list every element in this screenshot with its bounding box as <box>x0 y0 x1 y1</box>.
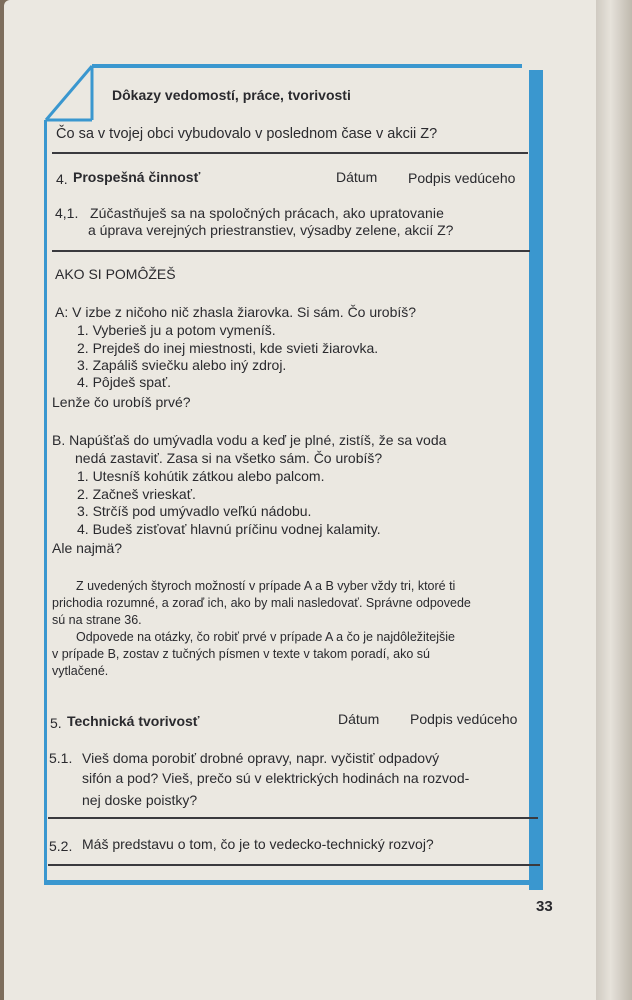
case-b-line2: nedá zastaviť. Zasa si na všetko sám. Čo urobíš? <box>75 450 383 466</box>
note-p2-line1: Odpovede na otázky, čo robiť prvé v prípade A a čo je najdôležitejšie <box>76 630 455 644</box>
q51-line1: Vieš doma porobiť drobné opravy, napr. vyčistiť odpadový <box>82 750 440 766</box>
case-a-item: 1. Vyberieš ju a potom vymeníš. <box>77 322 276 338</box>
section-4-sign: Podpis vedúceho <box>408 170 516 186</box>
case-a-item: 3. Zapáliš sviečku alebo iný zdroj. <box>77 357 287 373</box>
answer-line <box>52 250 530 252</box>
section-5-number: 5. <box>50 715 62 731</box>
case-a-item: 4. Pôjdeš spať. <box>77 374 171 390</box>
page-number: 33 <box>536 898 553 915</box>
q51-line2: sifón a pod? Vieš, prečo sú v elektrických hodinách na rozvod- <box>82 770 470 786</box>
frame-top <box>92 64 522 68</box>
case-b-end: Ale najmä? <box>52 540 123 556</box>
q41-line1: Zúčastňuješ sa na spoločných prácach, ako upratovanie <box>90 205 444 221</box>
q51-line3: nej doske poistky? <box>82 792 198 808</box>
section-title: Dôkazy vedomostí, práce, tvorivosti <box>112 87 351 103</box>
frame-corner <box>44 64 104 124</box>
section-5-sign: Podpis vedúceho <box>410 711 518 727</box>
section-4-title: Prospešná činnosť <box>73 169 201 185</box>
page-edge <box>596 0 632 1000</box>
section-5-title: Technická tvorivosť <box>67 713 200 729</box>
case-a-end: Lenže čo urobíš prvé? <box>52 394 191 410</box>
case-a-question: A: V izbe z ničoho nič zhasla žiarovka. Si sám. Čo urobíš? <box>55 304 417 320</box>
frame-right <box>529 70 543 890</box>
answer-line <box>48 817 538 819</box>
frame-bottom <box>44 880 539 885</box>
section-4-number: 4. <box>56 171 68 187</box>
case-b-item: 4. Budeš zisťovať hlavnú príčinu vodnej kalamity. <box>77 521 381 537</box>
note-p1-line1: Z uvedených štyroch možností v prípade A a B vyber vždy tri, ktoré ti <box>76 579 456 593</box>
answer-line <box>52 152 528 154</box>
note-p1-line3: sú na strane 36. <box>52 613 142 627</box>
q52-number: 5.2. <box>49 838 73 854</box>
q41-number: 4,1. <box>55 205 79 221</box>
case-b-line1: B. Napúšťaš do umývadla vodu a keď je plné, zistíš, že sa voda <box>52 432 447 448</box>
ako-title: AKO SI POMÔŽEŠ <box>55 266 176 282</box>
question-obec: Čo sa v tvojej obci vybudovalo v poslednom čase v akcii Z? <box>56 126 438 142</box>
note-p1-line2: prichodia rozumné, a zoraď ich, ako by mali nasledovať. Správne odpovede <box>52 596 471 610</box>
section-5-date: Dátum <box>338 711 380 727</box>
case-a-item: 2. Prejdeš do inej miestnosti, kde svieti žiarovka. <box>77 340 379 356</box>
note-p2-line3: vytlačené. <box>52 664 109 678</box>
case-b-item: 3. Strčíš pod umývadlo veľkú nádobu. <box>77 503 312 519</box>
q41-line2: a úprava verejných priestranstiev, výsadby zelene, akcií Z? <box>88 222 454 238</box>
answer-line <box>48 864 540 866</box>
section-4-date: Dátum <box>336 169 378 185</box>
frame-left <box>44 120 47 882</box>
case-b-item: 2. Začneš vrieskať. <box>77 486 196 502</box>
q52-line: Máš predstavu o tom, čo je to vedecko-technický rozvoj? <box>82 836 434 852</box>
q51-number: 5.1. <box>49 750 73 766</box>
case-b-item: 1. Utesníš kohútik zátkou alebo palcom. <box>77 468 325 484</box>
note-p2-line2: v prípade B, zostav z tučných písmen v texte v takom poradí, ako sú <box>52 647 430 661</box>
